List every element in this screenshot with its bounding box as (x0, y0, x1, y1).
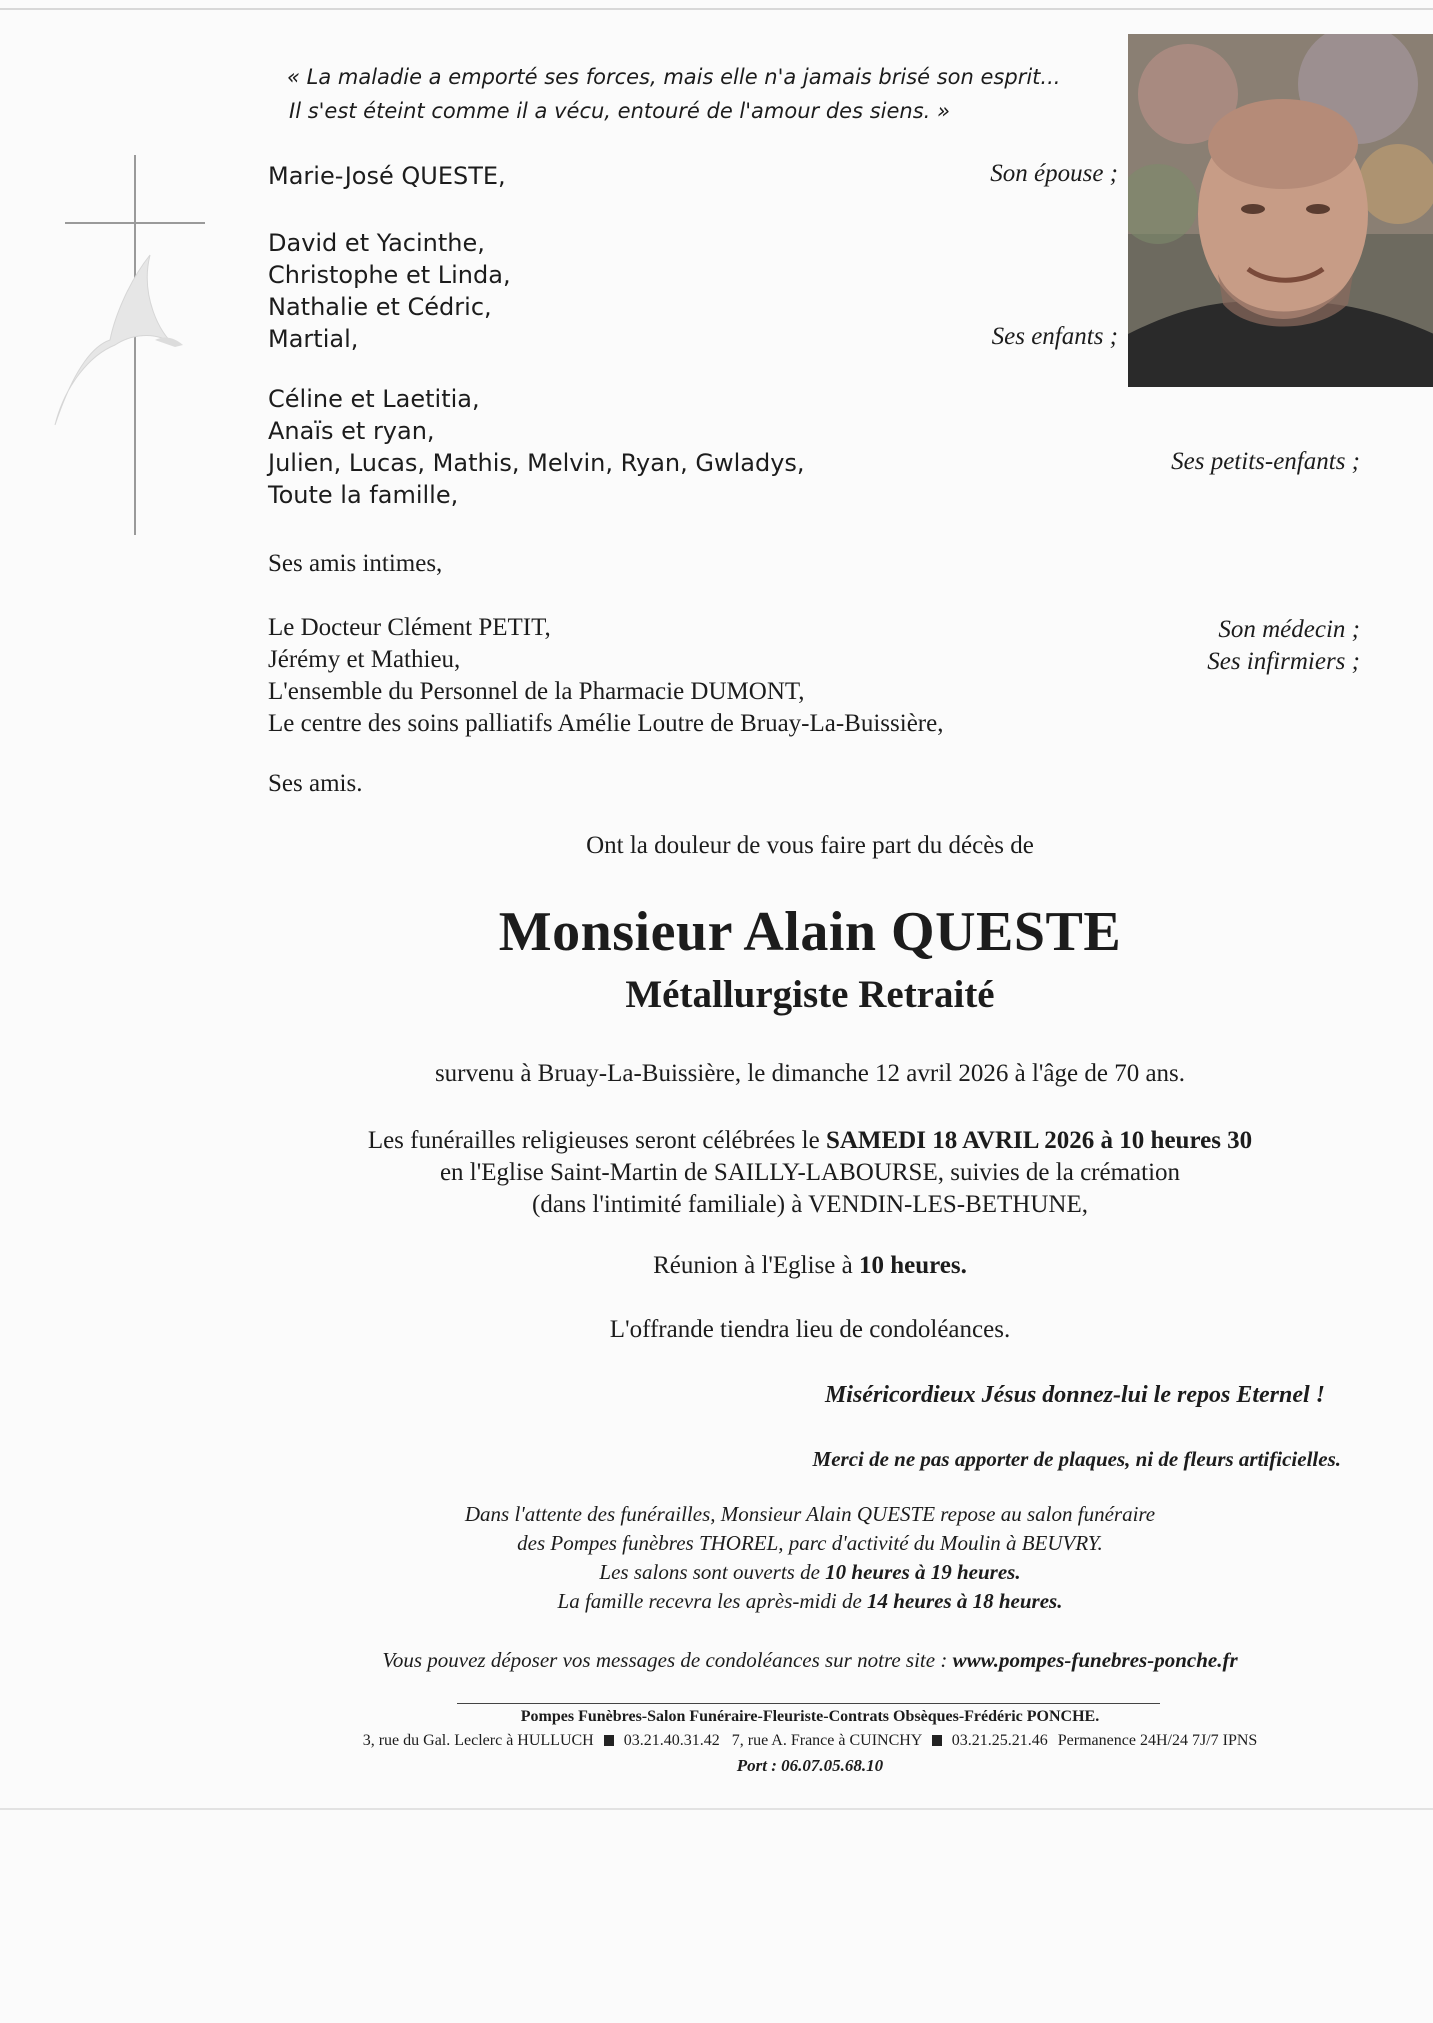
viewing-line-3 (0, 1558, 1433, 1587)
address-cuinchy: 7, rue A. France à CUINCHY (731, 1732, 922, 1749)
funeral-line-3: (dans l'intimité familiale) à VENDIN-LES-BETHUNE, (532, 1191, 1088, 1218)
carers-list (268, 612, 943, 740)
child-name: Martial, (268, 325, 359, 353)
epigraph-line-1: « La maladie a emporté ses forces, mais elle n'a jamais brisé son esprit... (287, 65, 1061, 89)
meeting (0, 1252, 1433, 1280)
grandchild-name: Anaïs et ryan, (268, 417, 435, 445)
portrait-photo (1128, 34, 1433, 387)
website-link[interactable]: www.pompes-funebres-ponche.fr (952, 1648, 1238, 1672)
grandchild-name: Julien, Lucas, Mathis, Melvin, Ryan, Gwladys, (268, 449, 805, 477)
funeral-block (0, 1125, 1433, 1221)
carer-name: L'ensemble du Personnel de la Pharmacie DUMONT, (268, 678, 805, 705)
spouse-relation: Son épouse ; (990, 160, 1118, 187)
grandchild-name: Toute la famille, (268, 481, 459, 509)
viewing-block (0, 1500, 1433, 1616)
carer-name: Jérémy et Mathieu, (268, 646, 461, 673)
scan-edge-top (0, 8, 1433, 10)
deceased-title: Métallurgiste Retraité (625, 973, 995, 1016)
offering: L'offrande tiendra lieu de condoléances. (609, 1316, 1011, 1343)
address-hulluch: 3, rue du Gal. Leclerc à HULLUCH (362, 1732, 594, 1749)
permanence: Permanence 24H/24 7J/7 IPNS (1057, 1732, 1258, 1749)
death-details: survenu à Bruay-La-Buissière, le dimanche 12 avril 2026 à l'âge de 70 ans. (434, 1060, 1186, 1087)
announcement-intro: Ont la douleur de vous faire part du décès de (586, 832, 1034, 859)
spouse-name: Marie-José QUESTE, (268, 162, 506, 190)
children-relation: Ses enfants ; (991, 323, 1118, 350)
scan-edge-bottom (0, 1808, 1433, 1810)
prayer: Miséricordieux Jésus donnez-lui le repos Eternel ! (824, 1382, 1325, 1408)
funeral-line-1-text: Les funérailles religieuses seront célébrées le (367, 1127, 826, 1154)
meeting-time: 10 heures. (858, 1252, 967, 1279)
child-name: Christophe et Linda, (268, 261, 511, 289)
close-friends: Ses amis intimes, (268, 550, 443, 577)
friends: Ses amis. (268, 770, 363, 797)
carers-relations (1000, 614, 1360, 678)
carer-name: Le Docteur Clément PETIT, (268, 614, 551, 641)
carer-name: Le centre des soins palliatifs Amélie Loutre de Bruay-La-Buissière, (268, 710, 944, 737)
viewing-line-1: Dans l'attente des funérailles, Monsieur Alain QUESTE repose au salon funéraire (464, 1502, 1156, 1526)
child-name: Nathalie et Cédric, (268, 293, 492, 321)
phone-hulluch: 03.21.40.31.42 (623, 1732, 720, 1749)
funeral-line-2: en l'Eglise Saint-Martin de SAILLY-LABOURSE, suivies de la crémation (439, 1159, 1181, 1186)
website-text: Vous pouvez déposer vos messages de condoléances sur notre site : (382, 1648, 953, 1672)
meeting-text: Réunion à l'Eglise à (653, 1252, 859, 1279)
epigraph-line-2: Il s'est éteint comme il a vécu, entouré de l'amour des siens. » (289, 99, 950, 123)
footer-divider (457, 1703, 1160, 1704)
grandchild-name: Céline et Laetitia, (268, 385, 480, 413)
viewing-line-4 (0, 1587, 1433, 1616)
grandchildren-list (268, 383, 805, 511)
phone-cuinchy: 03.21.25.21.46 (951, 1732, 1048, 1749)
funeral-date: SAMEDI 18 AVRIL 2026 à 10 heures 30 (825, 1127, 1253, 1154)
phone-icon (604, 1735, 614, 1746)
family-hours: 14 heures à 18 heures. (867, 1589, 1063, 1613)
viewing-hours: 10 heures à 19 heures. (825, 1560, 1021, 1584)
viewing-line-4-text: La famille recevra les après-midi de (557, 1589, 868, 1613)
request: Merci de ne pas apporter de plaques, ni de fleurs artificielles. (812, 1447, 1341, 1471)
children-list (268, 227, 511, 355)
grandchildren-relation: Ses petits-enfants ; (1171, 448, 1360, 475)
epigraph (287, 60, 1060, 128)
viewing-line-3-text: Les salons sont ouverts de (599, 1560, 826, 1584)
deceased-name: Monsieur Alain QUESTE (498, 901, 1122, 963)
website-line (0, 1648, 1433, 1673)
funeral-line-1 (0, 1125, 1433, 1157)
footer-mobile: Port : 06.07.05.68.10 (736, 1756, 884, 1775)
child-name: David et Yacinthe, (268, 229, 485, 257)
footer-company: Pompes Funèbres-Salon Funéraire-Fleuriste-Contrats Obsèques-Frédéric PONCHE. (520, 1708, 1100, 1725)
phone-icon (932, 1735, 942, 1746)
nurses-relation: Ses infirmiers ; (1207, 648, 1360, 675)
footer-addresses (0, 1732, 1433, 1750)
doctor-relation: Son médecin ; (1218, 616, 1360, 643)
dove-icon (35, 235, 195, 435)
viewing-line-2: des Pompes funèbres THOREL, parc d'activité du Moulin à BEUVRY. (517, 1531, 1103, 1555)
